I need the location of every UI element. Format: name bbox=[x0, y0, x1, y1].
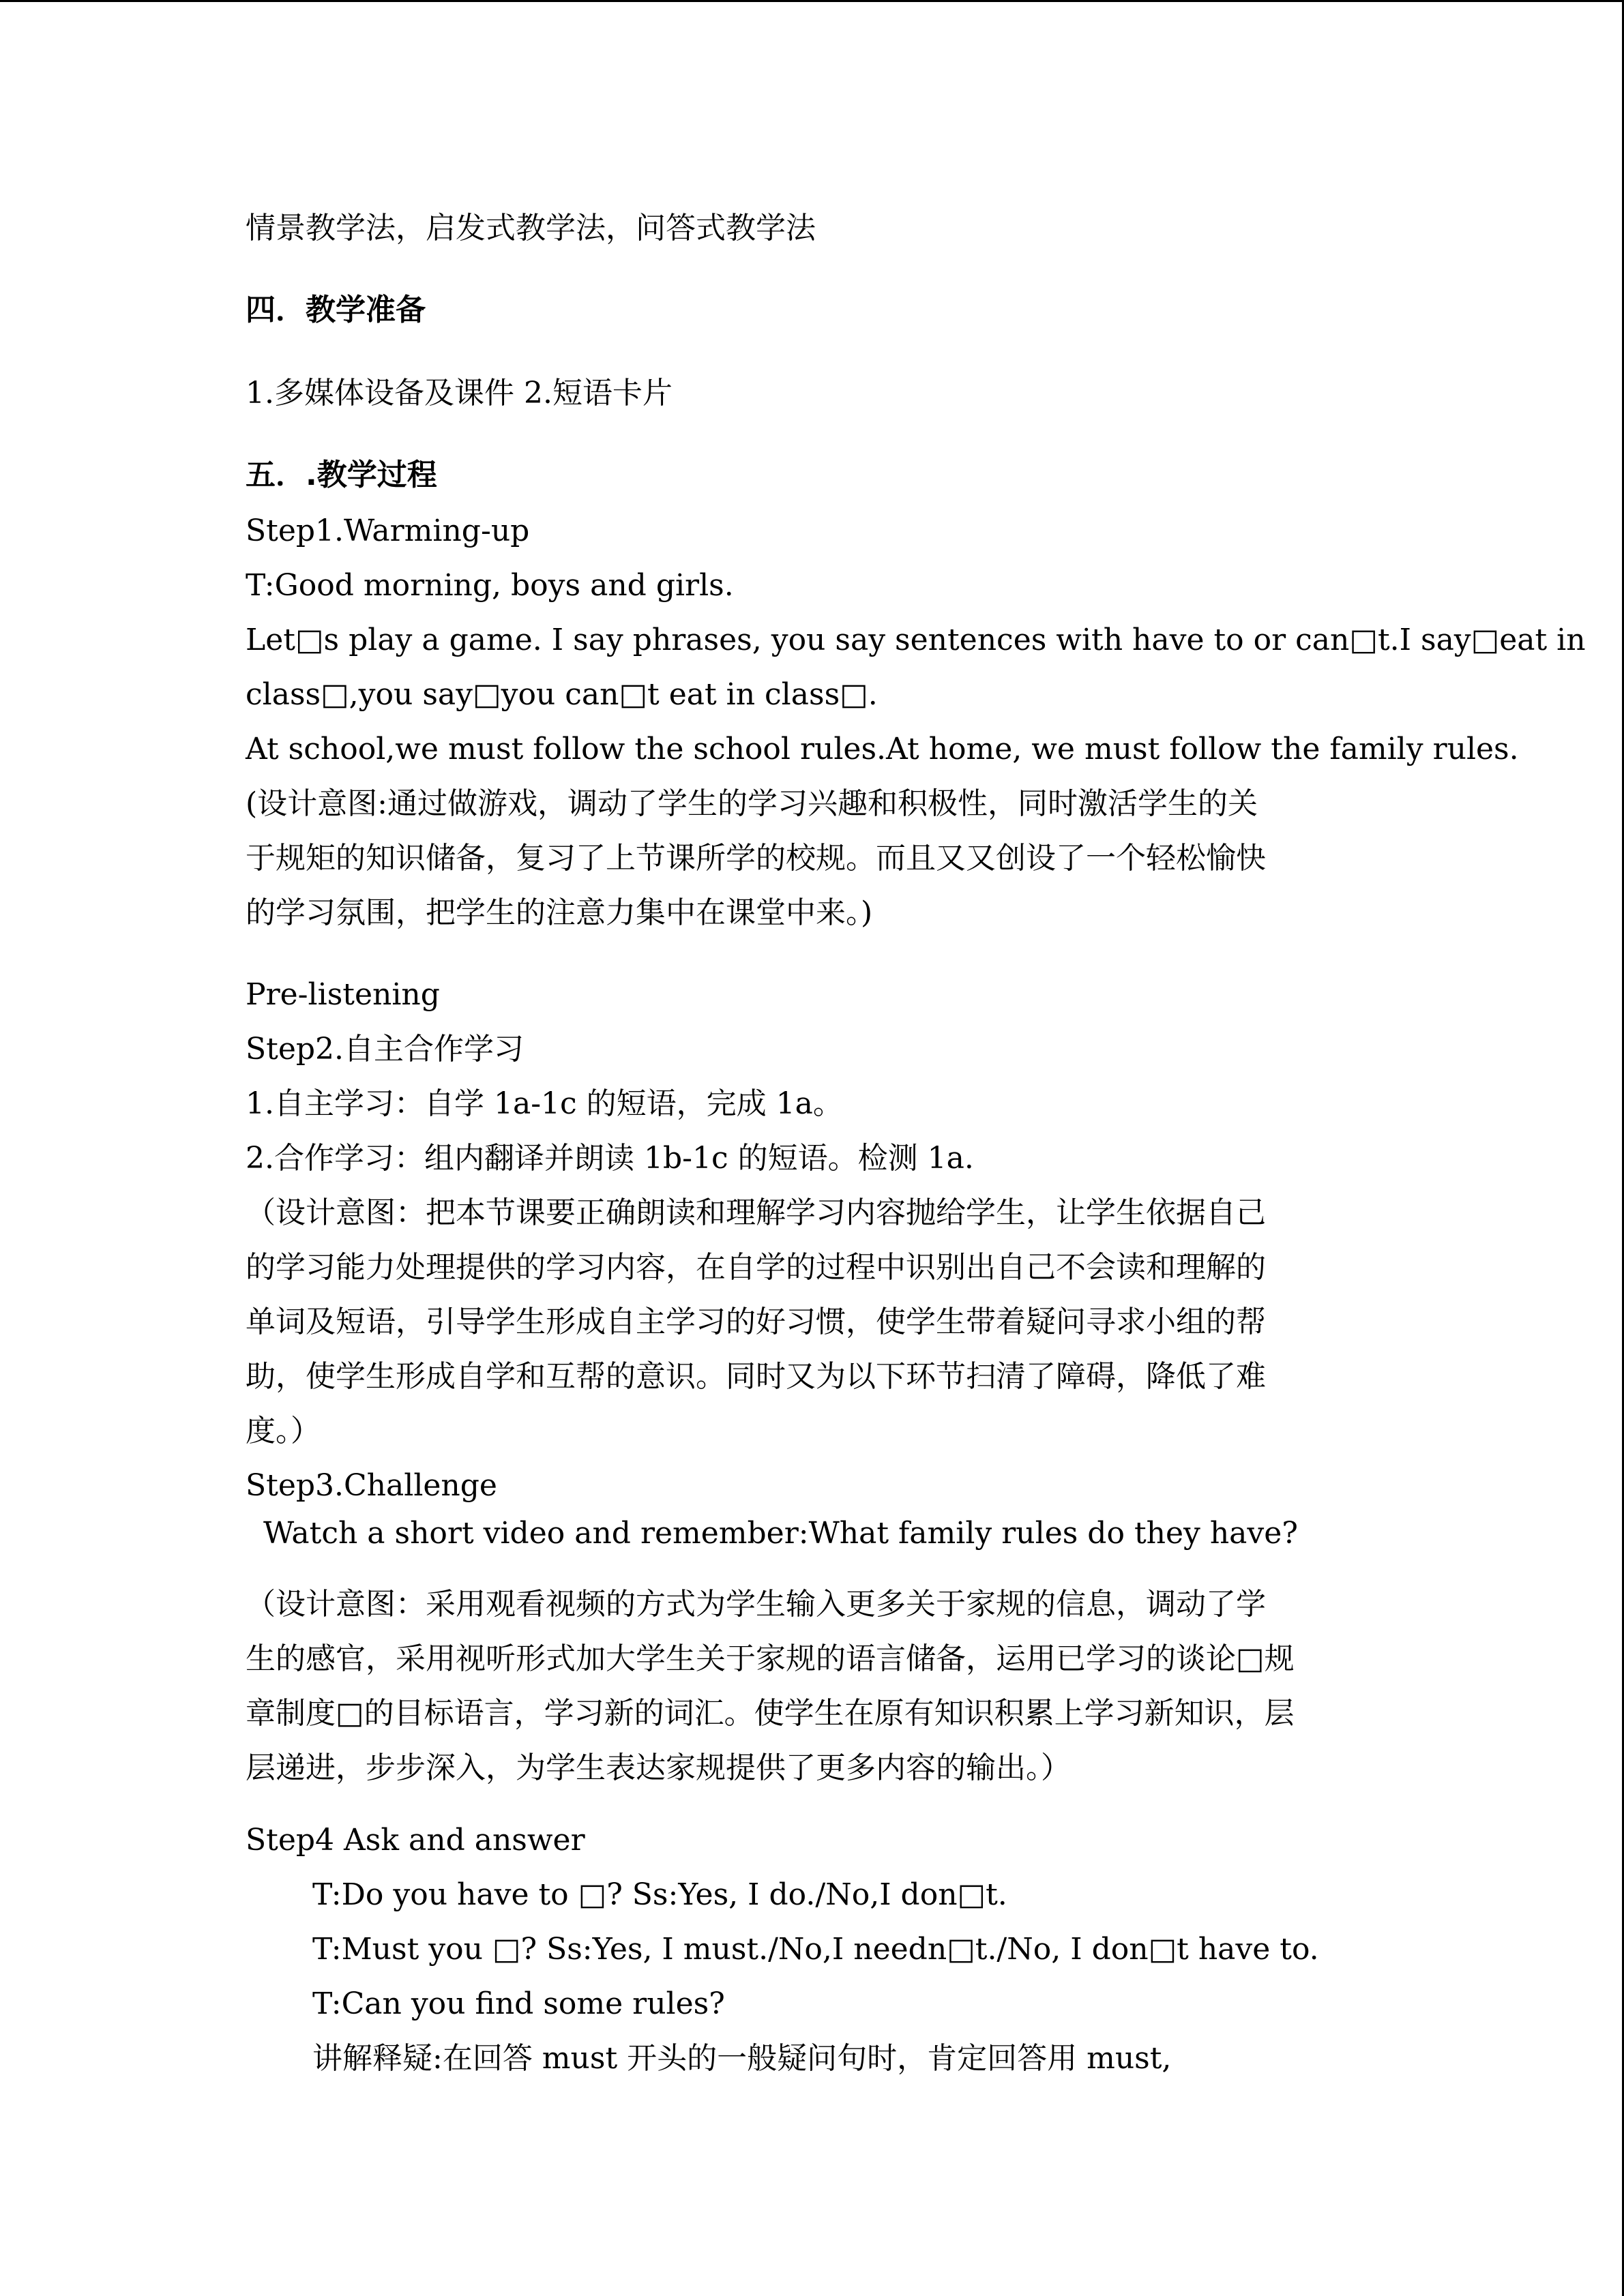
step2-design-line5: 度。） bbox=[246, 1414, 321, 1448]
step3-design-line3: 章制度□的目标语言，学习新的词汇。使学生在原有知识积累上学习新知识，层 bbox=[246, 1696, 1295, 1731]
step1-game-line2: class□,you say□you can□t eat in class□. bbox=[246, 677, 878, 712]
step1-game-line1: Let□s play a game. I say phrases, you say sentences with have to or can□t.I say□eat in bbox=[246, 623, 1586, 657]
step3-task: Watch a short video and remember:What family rules do they have? bbox=[263, 1516, 1298, 1551]
step2-design-line1: （设计意图：把本节课要正确朗读和理解学习内容抛给学生，让学生依据自己 bbox=[246, 1195, 1266, 1230]
step1-design-line1: (设计意图:通过做游戏，调动了学生的学习兴趣和积极性，同时激活学生的关 bbox=[246, 786, 1258, 821]
step4-line4: 讲解释疑:在回答 must 开头的一般疑问句时，肯定回答用 must, bbox=[312, 2041, 1172, 2076]
step4-line2: T:Must you □? Ss:Yes, I must./No,I needn□t./No, I don□t have to. bbox=[312, 1932, 1319, 1967]
section4-heading: 四．教学准备 bbox=[246, 293, 426, 327]
section4-line: 1.多媒体设备及课件 2.短语卡片 bbox=[246, 376, 673, 411]
step4-line3: T:Can you find some rules? bbox=[312, 1986, 725, 2021]
step2-title: Step2.自主合作学习 bbox=[246, 1032, 525, 1067]
step2-design-line2: 的学习能力处理提供的学习内容，在自学的过程中识别出自己不会读和理解的 bbox=[246, 1250, 1266, 1285]
step1-design-line2: 于规矩的知识储备，复习了上节课所学的校规。而且又又创设了一个轻松愉快 bbox=[246, 841, 1266, 876]
step1-design-line3: 的学习氛围，把学生的注意力集中在课堂中来。) bbox=[246, 895, 873, 930]
step2-item2: 2.合作学习：组内翻译并朗读 1b-1c 的短语。检测 1a. bbox=[246, 1141, 974, 1176]
step1-rules-line: At school,we must follow the school rules.At home, we must follow the family rules. bbox=[246, 732, 1519, 766]
step4-line1: T:Do you have to □? Ss:Yes, I do./No,I don□t. bbox=[312, 1877, 1007, 1912]
methods-line: 情景教学法，启发式教学法，问答式教学法 bbox=[246, 211, 816, 245]
step3-title: Step3.Challenge bbox=[246, 1468, 497, 1503]
prelistening-label: Pre-listening bbox=[246, 977, 440, 1012]
step1-greeting: T:Good morning, boys and girls. bbox=[246, 568, 734, 603]
step1-title: Step1.Warming-up bbox=[246, 513, 530, 548]
step3-design-line4: 层递进，步步深入，为学生表达家规提供了更多内容的输出。） bbox=[246, 1750, 1071, 1785]
step2-design-line4: 助，使学生形成自学和互帮的意识。同时又为以下环节扫清了障碍，降低了难 bbox=[246, 1359, 1266, 1394]
section5-heading: 五．.教学过程 bbox=[246, 458, 437, 492]
step2-design-line3: 单词及短语，引导学生形成自主学习的好习惯，使学生带着疑问寻求小组的帮 bbox=[246, 1304, 1266, 1339]
step2-item1: 1.自主学习：自学 1a-1c 的短语，完成 1a。 bbox=[246, 1086, 843, 1121]
step3-design-line1: （设计意图：采用观看视频的方式为学生输入更多关于家规的信息，调动了学 bbox=[246, 1587, 1266, 1622]
step3-design-line2: 生的感官，采用视听形式加大学生关于家规的语言储备，运用已学习的谈论□规 bbox=[246, 1641, 1295, 1676]
step4-title: Step4 Ask and answer bbox=[246, 1823, 585, 1858]
